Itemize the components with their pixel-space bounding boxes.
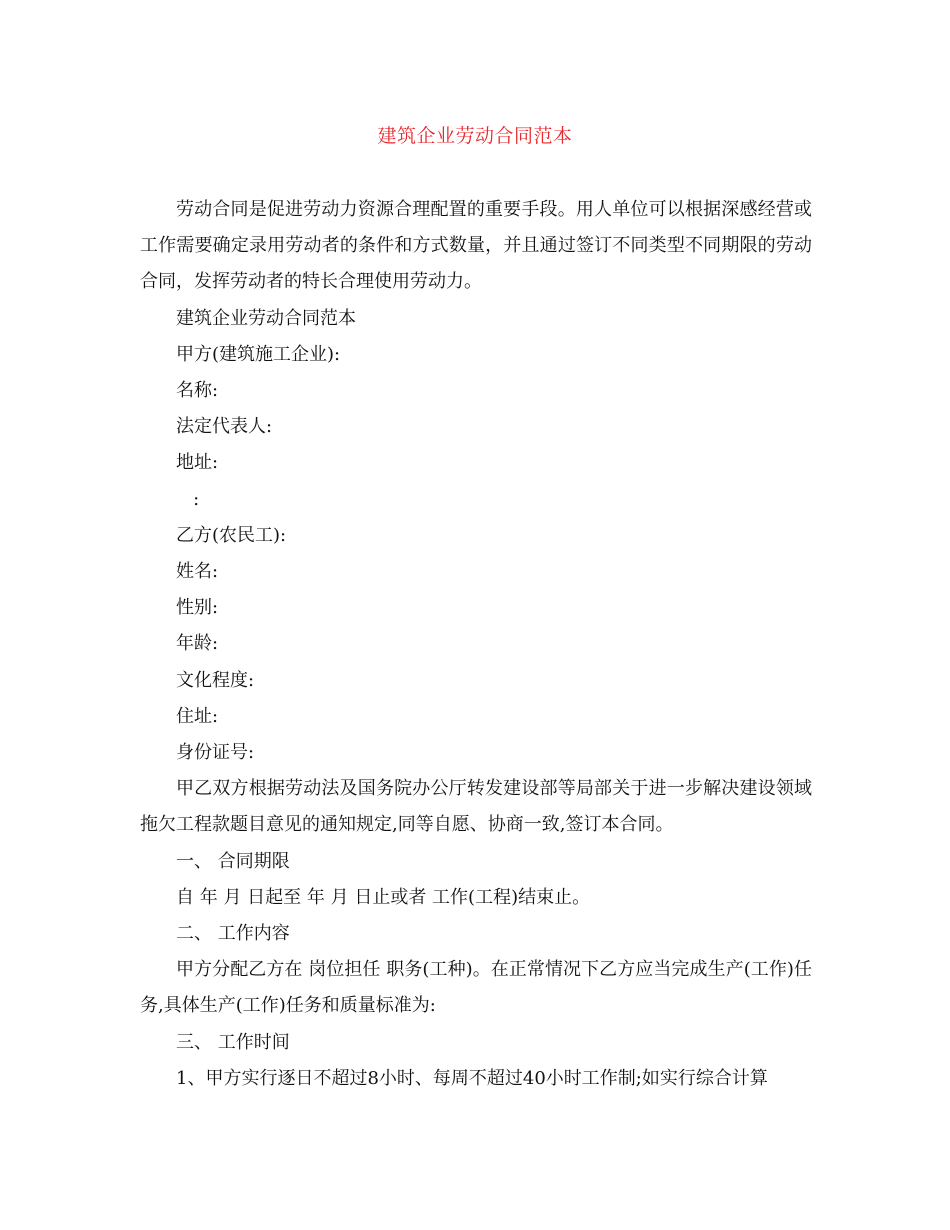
document-title: 建筑企业劳动合同范本	[377, 125, 573, 147]
party-b-address-field: 住址:	[176, 705, 219, 727]
paragraph-intro: 劳动合同是促进劳动力资源合理配置的重要手段。用人单位可以根据深感经营或工作需要确定录用劳动者的条件和方式数量，并且通过签订不同类型不同期限的劳动合同，发挥劳动者的特长合理使用劳动力。	[140, 199, 812, 293]
party-b-age-field: 年龄:	[176, 633, 219, 655]
paragraph-work-content: 甲方分配乙方在 岗位担任 职务(工种)。在正常情况下乙方应当完成生产(工作)任务,具体生产(工作)任务和质量标准为:	[140, 959, 812, 1017]
party-b-education-field: 文化程度:	[176, 669, 255, 691]
paragraph-subtitle: 建筑企业劳动合同范本	[176, 307, 356, 329]
paragraph-work-hours: 1、甲方实行逐日不超过8小时、每周不超过40小时工作制;如实行综合计算	[176, 1067, 768, 1089]
party-a-address-field: 地址:	[176, 452, 219, 474]
section-heading-work-hours: 三、 工作时间	[176, 1031, 290, 1053]
party-a-blank-field: :	[176, 488, 200, 510]
party-a-name-field: 名称:	[176, 380, 219, 402]
party-a-heading: 甲方(建筑施工企业):	[176, 343, 341, 365]
paragraph-term: 自 年 月 日起至 年 月 日止或者 工作(工程)结束止。	[176, 886, 591, 908]
party-b-id-number-field: 身份证号:	[176, 742, 255, 764]
section-heading-term: 一、 合同期限	[176, 850, 290, 872]
party-a-legal-rep-field: 法定代表人:	[176, 416, 273, 438]
document-body	[140, 192, 812, 1097]
section-heading-work-content: 二、 工作内容	[176, 923, 290, 945]
party-b-heading: 乙方(农民工):	[176, 524, 287, 546]
party-b-gender-field: 性别:	[176, 597, 219, 619]
paragraph-agreement-basis: 甲乙双方根据劳动法及国务院办公厅转发建设部等局部关于进一步解决建设领域拖欠工程款题目意见的通知规定,同等自愿、协商一致,签订本合同。	[140, 778, 812, 836]
party-b-name-field: 姓名:	[176, 561, 219, 583]
